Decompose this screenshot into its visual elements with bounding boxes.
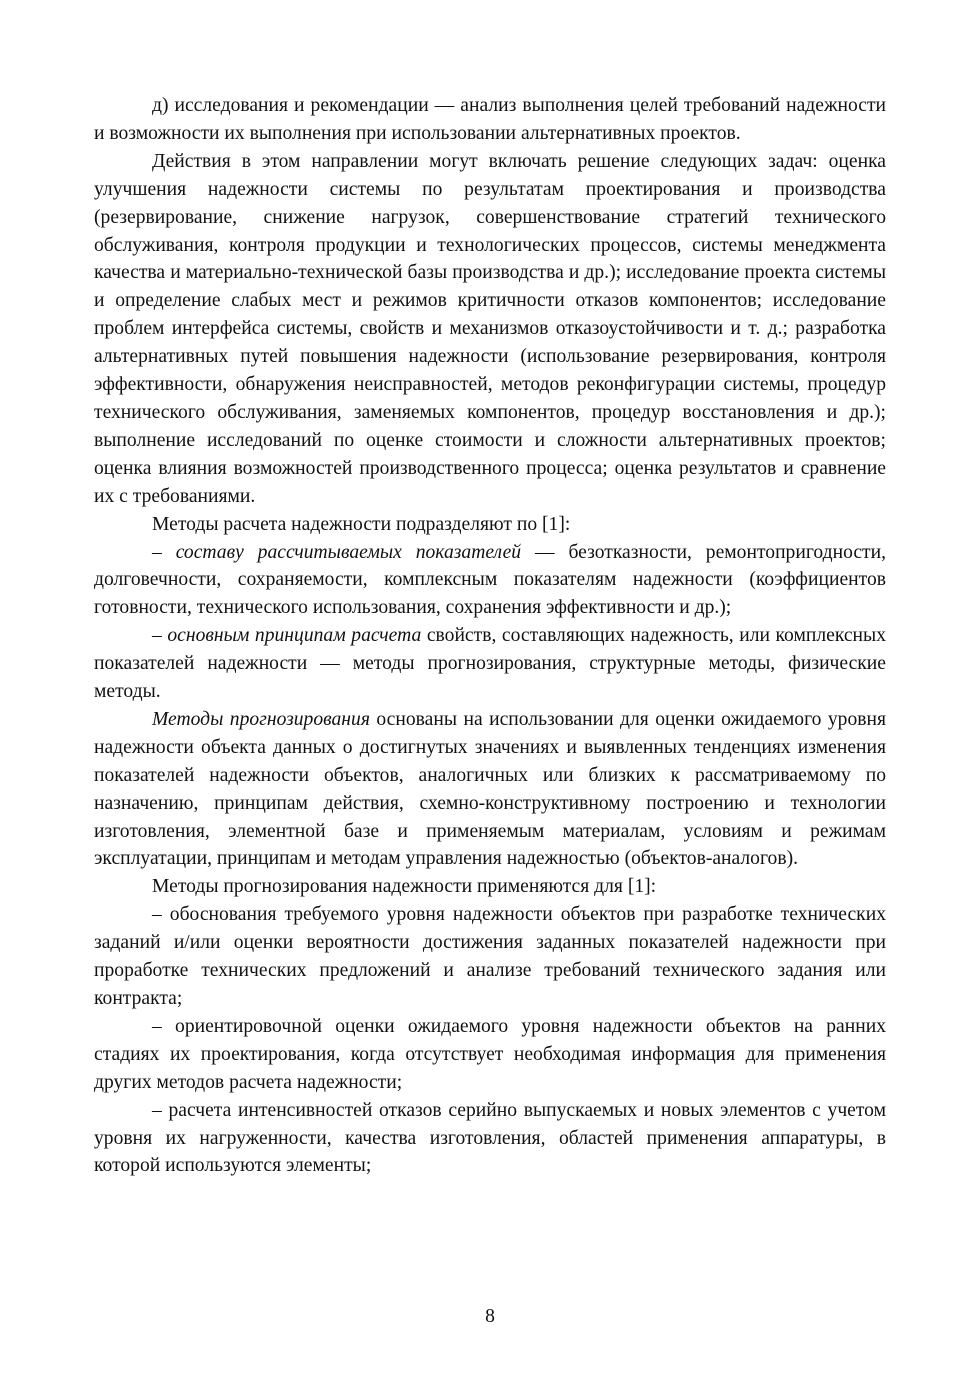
paragraph-methods-intro: Методы расчета надежности подразделяют по [1]:: [152, 513, 571, 535]
list-item-principles: [94, 622, 886, 706]
paragraph-forecasting-usage: Методы прогнозирования надежности применяются для [1]:: [152, 876, 657, 898]
list-item-text: свойств, составляющих надежность, или комплексных показателей надежности — методы прогнозирования, структурные методы, физические методы.: [94, 625, 886, 703]
list-item-indicators: [94, 539, 886, 623]
list-item-failure-rates: – расчета интенсивностей отказов серийно выпускаемых и новых элементов с учетом уровня их нагруженности, качества изготовления, областей применения аппаратуры, в которой используются элементы;: [94, 1099, 886, 1177]
page-number: 8: [485, 1306, 495, 1327]
italic-term-principles: основным принципам расчета: [167, 625, 422, 647]
paragraph-actions: Действия в этом направлении могут включать решение следующих задач: оценка улучшения надежности системы по результатам проектирования и производства (резервирование, снижение нагрузок, совершенствование стратегий технического обслуживания, контроля продукции и технологических процессов, системы менеджмента качества и материально-технической базы производства и др.); исследование проекта системы и определение слабых мест и режимов критичности отказов компонентов; исследование проблем интерфейса системы, свойств и механизмов отказоустойчивости и т. д.; разработка альтернативных путей повышения надежности (использование резервирования, контроля эффективности, обнаружения неисправностей, методов реконфигурации системы, процедур технического обслуживания, заменяемых компонентов, процедур восстановления и др.); выполнение исследований по оценке стоимости и сложности альтернативных проектов; оценка влияния возможностей производственного процесса; оценка результатов и сравнение их с требованиями.: [94, 150, 886, 507]
paragraph-forecasting-methods: [94, 706, 886, 873]
page-body: [94, 92, 886, 1180]
list-item-justification: – обоснования требуемого уровня надежности объектов при разработке технических заданий и/или оценки вероятности достижения заданных показателей надежности при проработке технических предложений и анализе требований технического задания или контракта;: [94, 904, 886, 1009]
italic-term-forecasting: Методы прогнозирования: [152, 708, 370, 730]
italic-term-indicators: составу рассчитываемых показателей: [175, 541, 522, 563]
list-dash: –: [152, 541, 176, 563]
list-item-estimation: – ориентировочной оценки ожидаемого уровня надежности объектов на ранних стадиях их проектирования, когда отсутствует необходимая информация для применения других методов расчета надежности;: [94, 1015, 886, 1093]
list-item-text: — безотказности, ремонтопригодности, долговечности, сохраняемости, комплексным показателям надежности (коэффициентов готовности, технического использования, сохранения эффективности и др.);: [94, 541, 886, 619]
paragraph-text: основаны на использовании для оценки ожидаемого уровня надежности объекта данных о достигнутых значениях и выявленных тенденциях изменения показателей надежности объектов, аналогичных или близких к рассматриваемому по назначению, принципам действия, схемно-конструктивному построению и технологии изготовления, элементной базе и применяемым материалам, условиям и режимам эксплуатации, принципам и методам управления надежностью (объектов-аналогов).: [94, 708, 887, 870]
paragraph-research-recommendations: д) исследования и рекомендации — анализ выполнения целей требований надежности и возможности их выполнения при использовании альтернативных проектов.: [94, 95, 886, 144]
list-dash: –: [152, 625, 168, 647]
